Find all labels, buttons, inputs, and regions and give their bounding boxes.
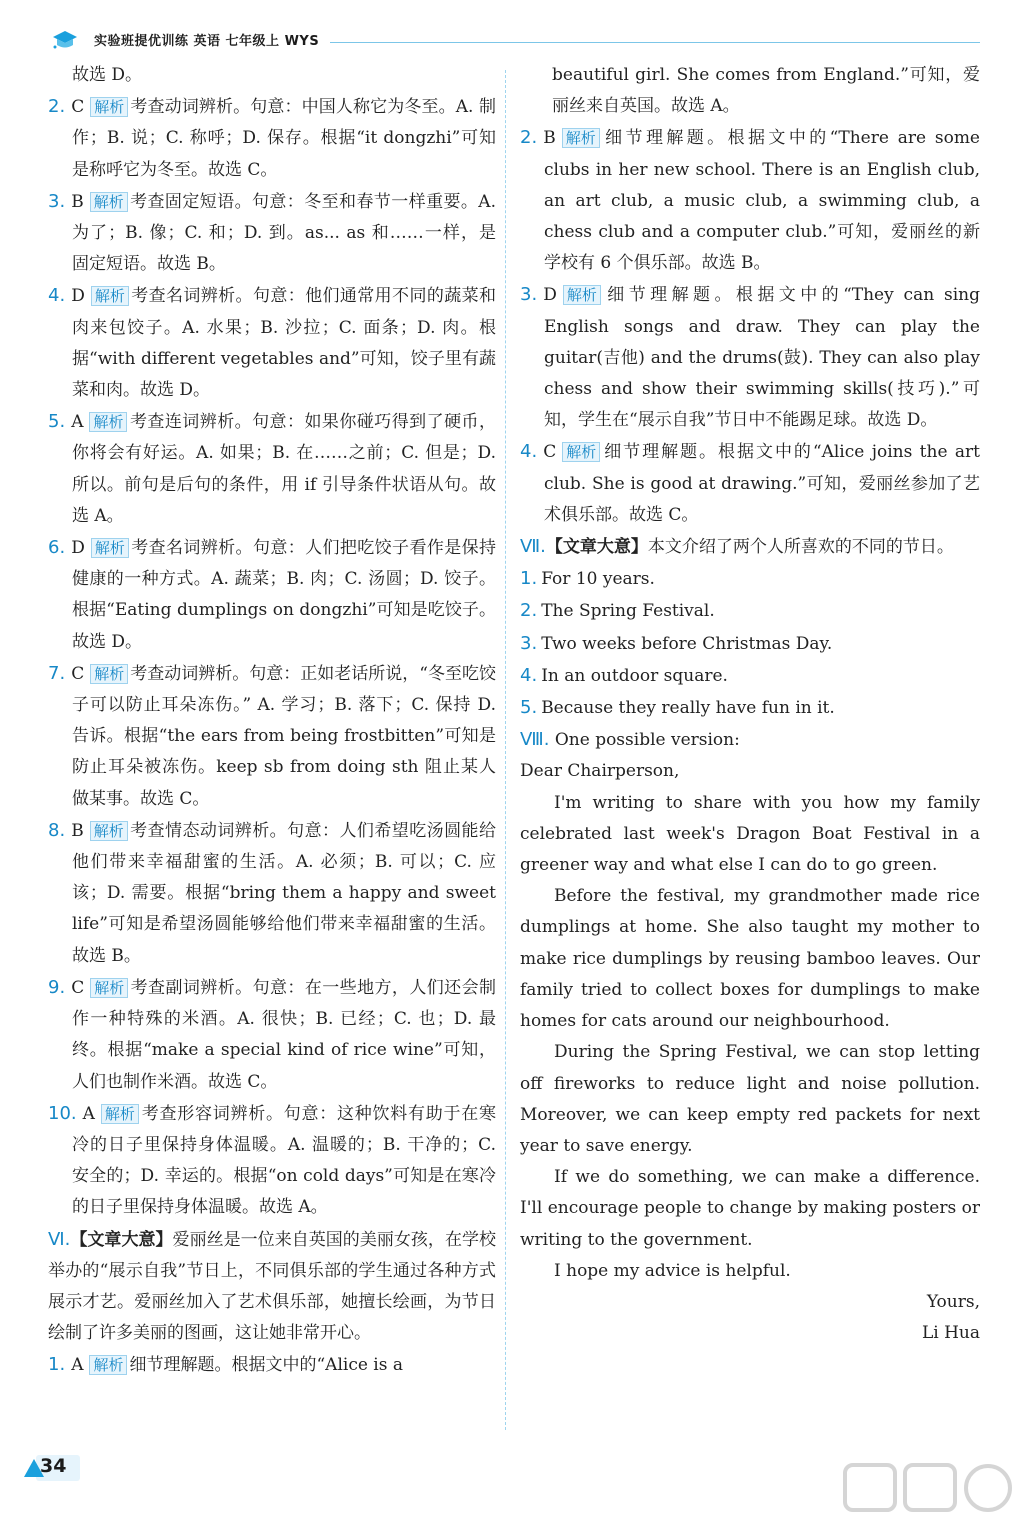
letter-paragraph: During the Spring Festival, we can stop letting off fireworks to reduce light and noise pollution. Moreover, we can keep empty red packets for next year to save energy. [520,1042,980,1156]
analysis-tag: 解析 [562,128,600,148]
answer-item [48,1098,496,1224]
item-explanation: 考查名词辨析。句意：人们把吃饺子看作是保持健康的一种方式。A. 蔬菜；B. 肉；C. 汤圆；D. 饺子。根据“Eating dumplings on dongzhi”可知是吃饺子。故选 D。 [72,538,496,652]
analysis-tag: 解析 [91,286,129,306]
item-number: 4. [48,285,66,307]
left-top-line: 故选 D。 [72,65,143,85]
header-rule [330,42,980,43]
answer-text: For 10 years. [541,569,655,590]
item-answer: D [71,538,85,559]
analysis-tag: 解析 [89,412,127,432]
item-explanation: 考查固定短语。句意：冬至和春节一样重要。A. 为了；B. 像；C. 和；D. 到。as... as 和……一样，是固定短语。故选 B。 [72,191,496,275]
item-answer: D [71,286,85,307]
analysis-tag: 解析 [562,442,600,462]
book-logo-icon [52,30,78,52]
letter-paragraph: I hope my advice is helpful. [554,1260,791,1281]
item-number: 4. [520,441,538,463]
right-top-text: beautiful girl. She comes from England.”可知，爱丽丝来自英国。故选 A。 [552,65,980,117]
analysis-tag: 解析 [90,664,128,684]
letter-paragraph: Before the festival, my grandmother made rice dumplings at home. She also taught my mother to make rice dumplings by reusing bamboo leaves. Our family tried to collect boxes for dumplings to make homes for cats around our neighbourhood. [520,886,980,1032]
item-number: 2. [48,96,66,118]
answer-item [520,122,980,279]
answer-text: In an outdoor square. [541,665,728,686]
answer-item [48,532,496,658]
letter-salutation: Dear Chairperson, [520,761,680,782]
item-answer: A [71,412,84,433]
answer-item [520,279,980,436]
section-7-heading: 【文章大意】 [545,537,648,558]
section-8-number: Ⅷ. [520,729,550,751]
item-explanation: 考查情态动词辨析。句意：人们希望吃汤圆能给他们带来幸福甜蜜的生活。A. 必须；B. 可以；C. 应该；D. 需要。根据“bring them a happy and sweet life”可知是希望汤圆能够给他们带来幸福甜蜜的生活。故选 B。 [72,820,496,966]
letter-paragraph: If we do something, we can make a difference. I'll encourage people to change by making posters or writing to the government. [520,1167,980,1250]
item-answer: A [82,1103,95,1124]
page-header [0,0,1025,60]
section-6-heading: 【文章大意】 [70,1229,173,1250]
section-6-number: Ⅵ. [48,1228,71,1250]
analysis-tag: 解析 [90,978,128,998]
item-number: 10. [48,1102,77,1124]
letter-signature: Li Hua [921,1323,980,1344]
item-number: 8. [48,819,66,841]
left-column [48,60,496,1382]
section-6-summary [48,1224,496,1350]
analysis-tag: 解析 [91,538,129,558]
page-number: 34 [40,1455,67,1477]
short-answer [520,660,980,692]
analysis-tag: 解析 [90,97,128,117]
item-explanation: 细节理解题。根据文中的“Alice joins the art club. She is good at drawing.”可知，爱丽丝参加了艺术俱乐部。故选 C。 [544,442,980,525]
answer-text: Two weeks before Christmas Day. [541,633,833,654]
item-number: 3. [48,190,66,212]
item-answer: D [543,285,557,306]
letter-paragraph: I'm writing to share with you how my family celebrated last week's Dragon Boat Festival in a greener way and what else I can do to go green. [520,792,980,876]
item-explanation: 细节理解题。根据文中的“They can sing English songs and draw. They can play the guitar(吉他) and the drums(鼓). They can also play chess and show their swimming skills(技巧).”可知，学生在“展示自我”节日中不能踢足球。故选 D。 [544,285,980,431]
analysis-tag: 解析 [90,821,128,841]
answer-item [48,406,496,532]
item-number: 2. [520,127,538,149]
item-answer: C [543,442,557,463]
analysis-tag: 解析 [90,192,128,212]
analysis-tag: 解析 [563,285,601,305]
item-answer: C [71,97,85,118]
item-answer: B [71,820,84,841]
analysis-tag: 解析 [101,1104,139,1124]
section-7-summary [520,531,980,563]
watermark-logo-icon [840,1460,1020,1530]
item-explanation: 考查连词辨析。句意：如果你碰巧得到了硬币，你将会有好运。A. 如果；B. 在……之前；C. 但是；D. 所以。前句是后句的条件，用 if 引导条件状语从句。故选 A。 [72,412,496,526]
column-divider [505,70,506,1430]
section-8-intro [520,724,980,756]
answer-item [48,186,496,281]
item-number: 9. [48,976,66,998]
answer-text: Because they really have fun in it. [541,698,835,719]
short-answer [520,563,980,595]
answer-text: The Spring Festival. [541,601,715,622]
section-8-text: One possible version: [554,730,740,751]
item-number: 6. [48,537,66,559]
short-answer [520,692,980,724]
section-7-number: Ⅶ. [520,536,546,558]
answer-item [48,280,496,406]
answer-item [520,436,980,531]
item-answer: B [71,191,84,212]
right-answer-list [520,122,980,531]
section-7-text: 本文介绍了两个人所喜欢的不同的节日。 [647,537,954,558]
item-number: 1. [520,568,538,590]
item-explanation: 考查动词辨析。句意：中国人称它为冬至。A. 制作；B. 说；C. 称呼；D. 保存。根据“it dongzhi”可知是称呼它为冬至。故选 C。 [72,97,496,180]
left-answer-list [48,91,496,1223]
item-number: 2. [520,600,538,622]
item-number: 5. [520,697,538,719]
left-last-item: 1. A 解析 细节理解题。根据文中的“Alice is a [48,1354,404,1376]
item-explanation: 细节理解题。根据文中的“There are some clubs in her new school. There is an English club, an art club, a music club, a swimming club, a chess club and a computer club.”可知，爱丽丝的新学校有 6 个俱乐部。故选 B。 [544,128,980,274]
item-answer: C [71,977,85,998]
answer-item [48,972,496,1098]
section-6-text: 爱丽丝是一位来自英国的美丽女孩，在学校举办的“展示自我”节日上，不同俱乐部的学生通过各种方式展示才艺。爱丽丝加入了艺术俱乐部，她擅长绘画，为节日绘制了许多美丽的图画，这让她非常开心。 [48,1229,497,1344]
item-explanation: 考查副词辨析。句意：在一些地方，人们还会制作一种特殊的米酒。A. 很快；B. 已经；C. 也；D. 最终。根据“make a special kind of rice wine”可知，人们也制作米酒。故选 C。 [72,977,496,1092]
item-answer: C [71,663,85,684]
item-explanation: 考查形容词辨析。句意：这种饮料有助于在寒冷的日子里保持身体温暖。A. 温暖的；B. 干净的；C. 安全的；D. 幸运的。根据“on cold days”可知是在寒冷的日子里保持身体温暖。故选 A。 [72,1103,496,1218]
item-explanation: 考查动词辨析。句意：正如老话所说，“冬至吃饺子可以防止耳朵冻伤。” A. 学习；B. 落下；C. 保持 D. 告诉。根据“the ears from being frostbitten”可知是防止耳朵被冻伤。keep sb from doing sth 阻止某人做某事。故选 C。 [72,663,496,809]
letter-body [520,788,980,1287]
item-number: 4. [520,664,538,686]
item-explanation: 考查名词辨析。句意：他们通常用不同的蔬菜和肉来包饺子。A. 水果；B. 沙拉；C. 面条；D. 肉。根据“with different vegetables and”可知，饺子里有蔬菜和肉。故选 D。 [72,286,496,401]
section-7-answers [520,563,980,724]
item-number: 3. [520,284,538,306]
answer-item [48,658,496,815]
answer-item [48,91,496,186]
right-column [520,60,980,1349]
letter-closing: Yours, [926,1291,980,1312]
item-number: 7. [48,662,66,684]
short-answer [520,595,980,627]
analysis-tag: 解析 [89,1355,127,1375]
answer-item [48,815,496,972]
item-number: 3. [520,632,538,654]
short-answer [520,628,980,660]
item-answer: B [543,128,556,149]
page-number-badge [24,1451,84,1485]
header-title: 实验班提优训练 英语 七年级上 WYS [94,34,320,49]
item-number: 5. [48,411,66,433]
